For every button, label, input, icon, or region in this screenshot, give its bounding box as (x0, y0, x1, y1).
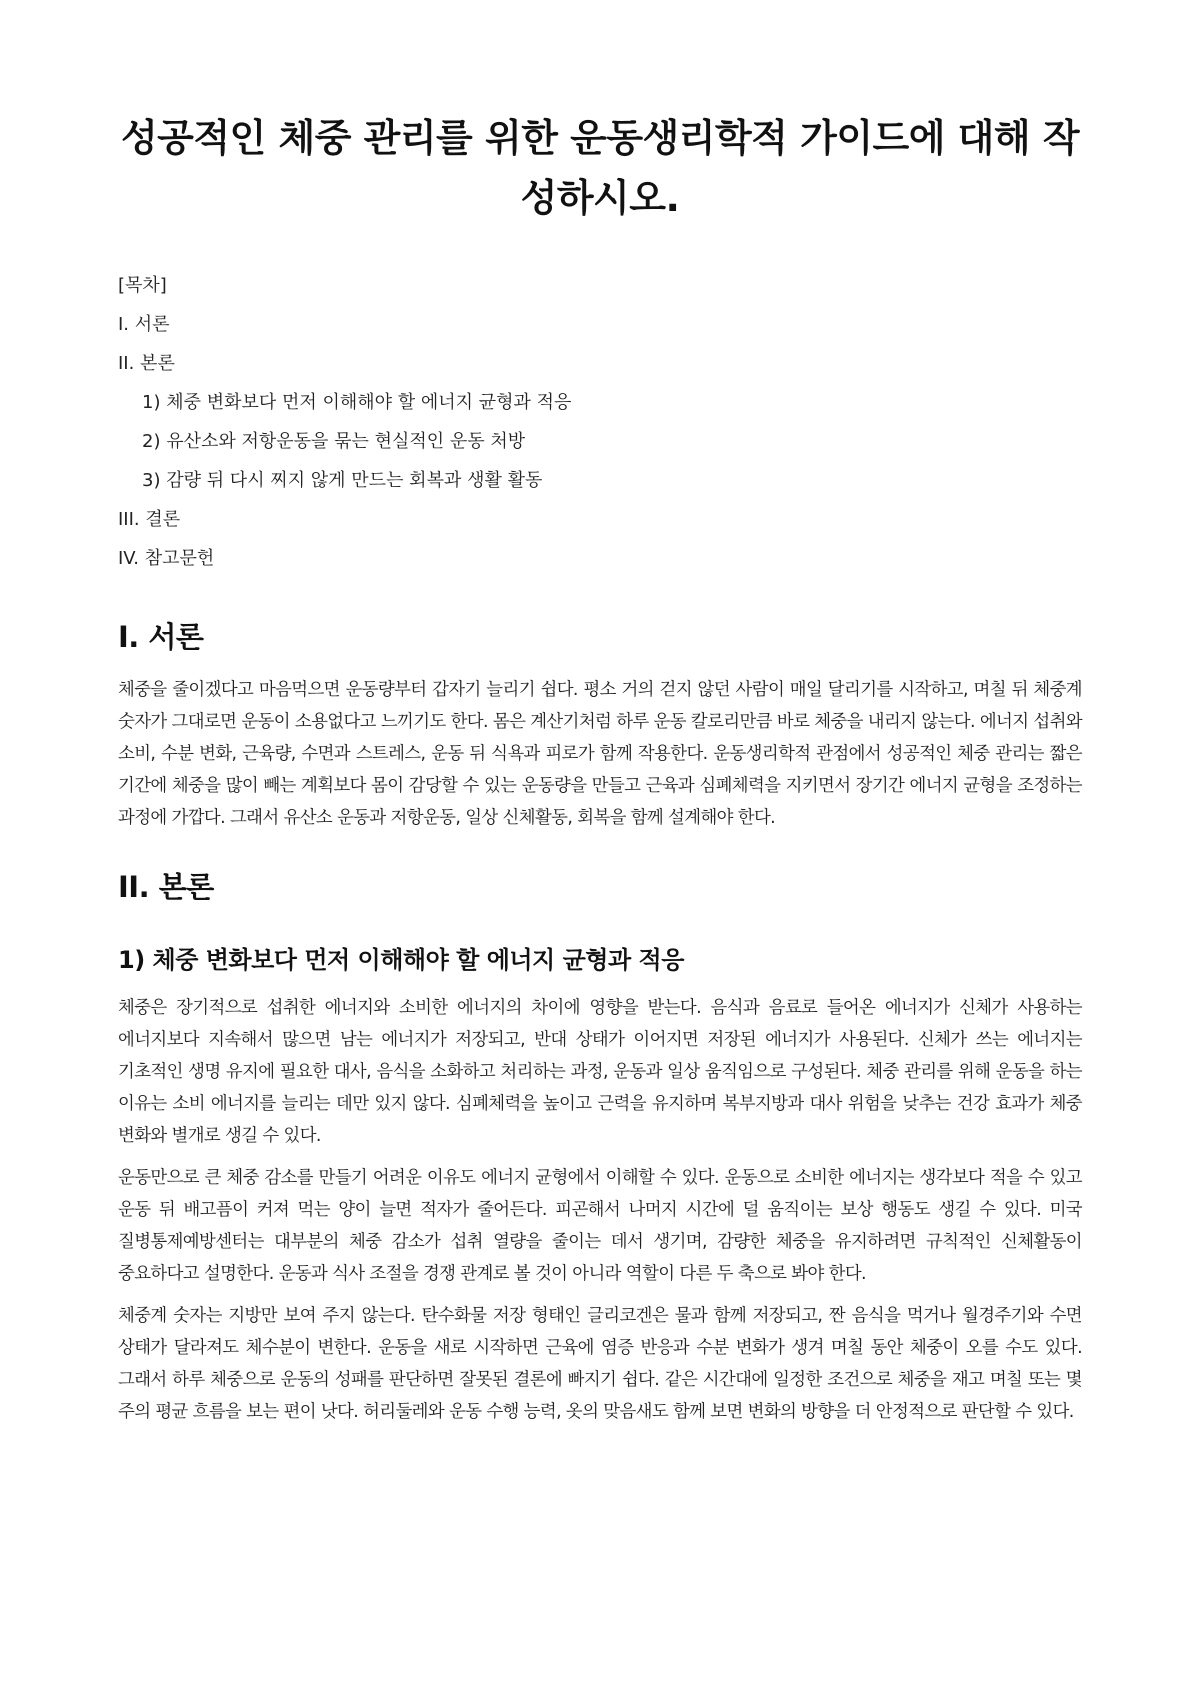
toc-item-references: IV. 참고문헌 (118, 548, 215, 569)
toc-item-intro: I. 서론 (118, 314, 170, 335)
intro-paragraph: 체중을 줄이겠다고 마음먹으면 운동량부터 갑자기 늘리기 쉽다. 평소 거의 걷지 않던 사람이 매일 달리기를 시작하고, 며칠 뒤 체중계 숫자가 그대로면 운동이 소용없다고 느끼기도 한다. 몸은 계산기처럼 하루 운동 칼로리만큼 바로 체중을 내리지 않는다. 에너지 섭취와 소비, 수분 변화, 근육량, 수면과 스트레스, 운동 뒤 식욕과 피로가 함께 작용한다. 운동생리학적 관점에서 성공적인 체중 관리는 짧은 기간에 체중을 많이 빼는 계획보다 몸이 감당할 수 있는 운동량을 만들고 근육과 심폐체력을 지키면서 장기간 에너지 균형을 조정하는 과정에 가깝다. 그래서 유산소 운동과 저항운동, 일상 신체활동, 회복을 함께 설계해야 한다. (118, 680, 1082, 828)
toc-item-conclusion: III. 결론 (118, 509, 181, 530)
table-of-contents (118, 266, 1082, 578)
document-title: 성공적인 체중 관리를 위한 운동생리학적 가이드에 대해 작성하시오. (120, 116, 1080, 220)
toc-item-body: II. 본론 (118, 353, 175, 374)
toc-item-body-2: 2) 유산소와 저항운동을 묶는 현실적인 운동 처방 (142, 431, 526, 452)
body-subsection-1-paragraph-1: 체중은 장기적으로 섭취한 에너지와 소비한 에너지의 차이에 영향을 받는다. 음식과 음료로 들어온 에너지가 신체가 사용하는 에너지보다 지속해서 많으면 남는 에너지가 저장되고, 반대 상태가 이어지면 저장된 에너지가 사용된다. 신체가 쓰는 에너지는 기초적인 생명 유지에 필요한 대사, 음식을 소화하고 처리하는 과정, 운동과 일상 움직임으로 구성된다. 체중 관리를 위해 운동을 하는 이유는 소비 에너지를 늘리는 데만 있지 않다. 심폐체력을 높이고 근력을 유지하며 복부지방과 대사 위험을 낮추는 건강 효과가 체중 변화와 별개로 생길 수 있다. (118, 998, 1082, 1146)
intro-section (118, 614, 1082, 834)
body-section (118, 864, 1082, 1428)
body-subsection-1-paragraph-3: 체중계 숫자는 지방만 보여 주지 않는다. 탄수화물 저장 형태인 글리코겐은 물과 함께 저장되고, 짠 음식을 먹거나 월경주기와 수면 상태가 달라져도 체수분이 변한다. 운동을 새로 시작하면 근육에 염증 반응과 수분 변화가 생겨 며칠 동안 체중이 오를 수도 있다. 그래서 하루 체중으로 운동의 성패를 판단하면 잘못된 결론에 빠지기 쉽다. 같은 시간대에 일정한 조건으로 체중을 재고 며칠 또는 몇 주의 평균 흐름을 보는 편이 낫다. 허리둘레와 운동 수행 능력, 옷의 맞음새도 함께 보면 변화의 방향을 더 안정적으로 판단할 수 있다. (118, 1306, 1082, 1422)
body-subsection-1-paragraph-2: 운동만으로 큰 체중 감소를 만들기 어려운 이유도 에너지 균형에서 이해할 수 있다. 운동으로 소비한 에너지는 생각보다 적을 수 있고 운동 뒤 배고픔이 커져 먹는 양이 늘면 적자가 줄어든다. 피곤해서 나머지 시간에 덜 움직이는 보상 행동도 생길 수 있다. 미국 질병통제예방센터는 대부분의 체중 감소가 섭취 열량을 줄이는 데서 생기며, 감량한 체중을 유지하려면 규칙적인 신체활동이 중요하다고 설명한다. 운동과 식사 조절을 경쟁 관계로 볼 것이 아니라 역할이 다른 두 축으로 봐야 한다. (118, 1168, 1082, 1284)
toc-item-body-3: 3) 감량 뒤 다시 찌지 않게 만드는 회복과 생활 활동 (142, 470, 543, 491)
body-subsection-1-heading: 1) 체중 변화보다 먼저 이해해야 할 에너지 균형과 적응 (118, 946, 684, 974)
body-heading: II. 본론 (118, 870, 214, 904)
intro-heading: I. 서론 (118, 620, 204, 654)
toc-item-body-1: 1) 체중 변화보다 먼저 이해해야 할 에너지 균형과 적응 (142, 392, 572, 413)
toc-heading: [목차] (118, 275, 167, 296)
